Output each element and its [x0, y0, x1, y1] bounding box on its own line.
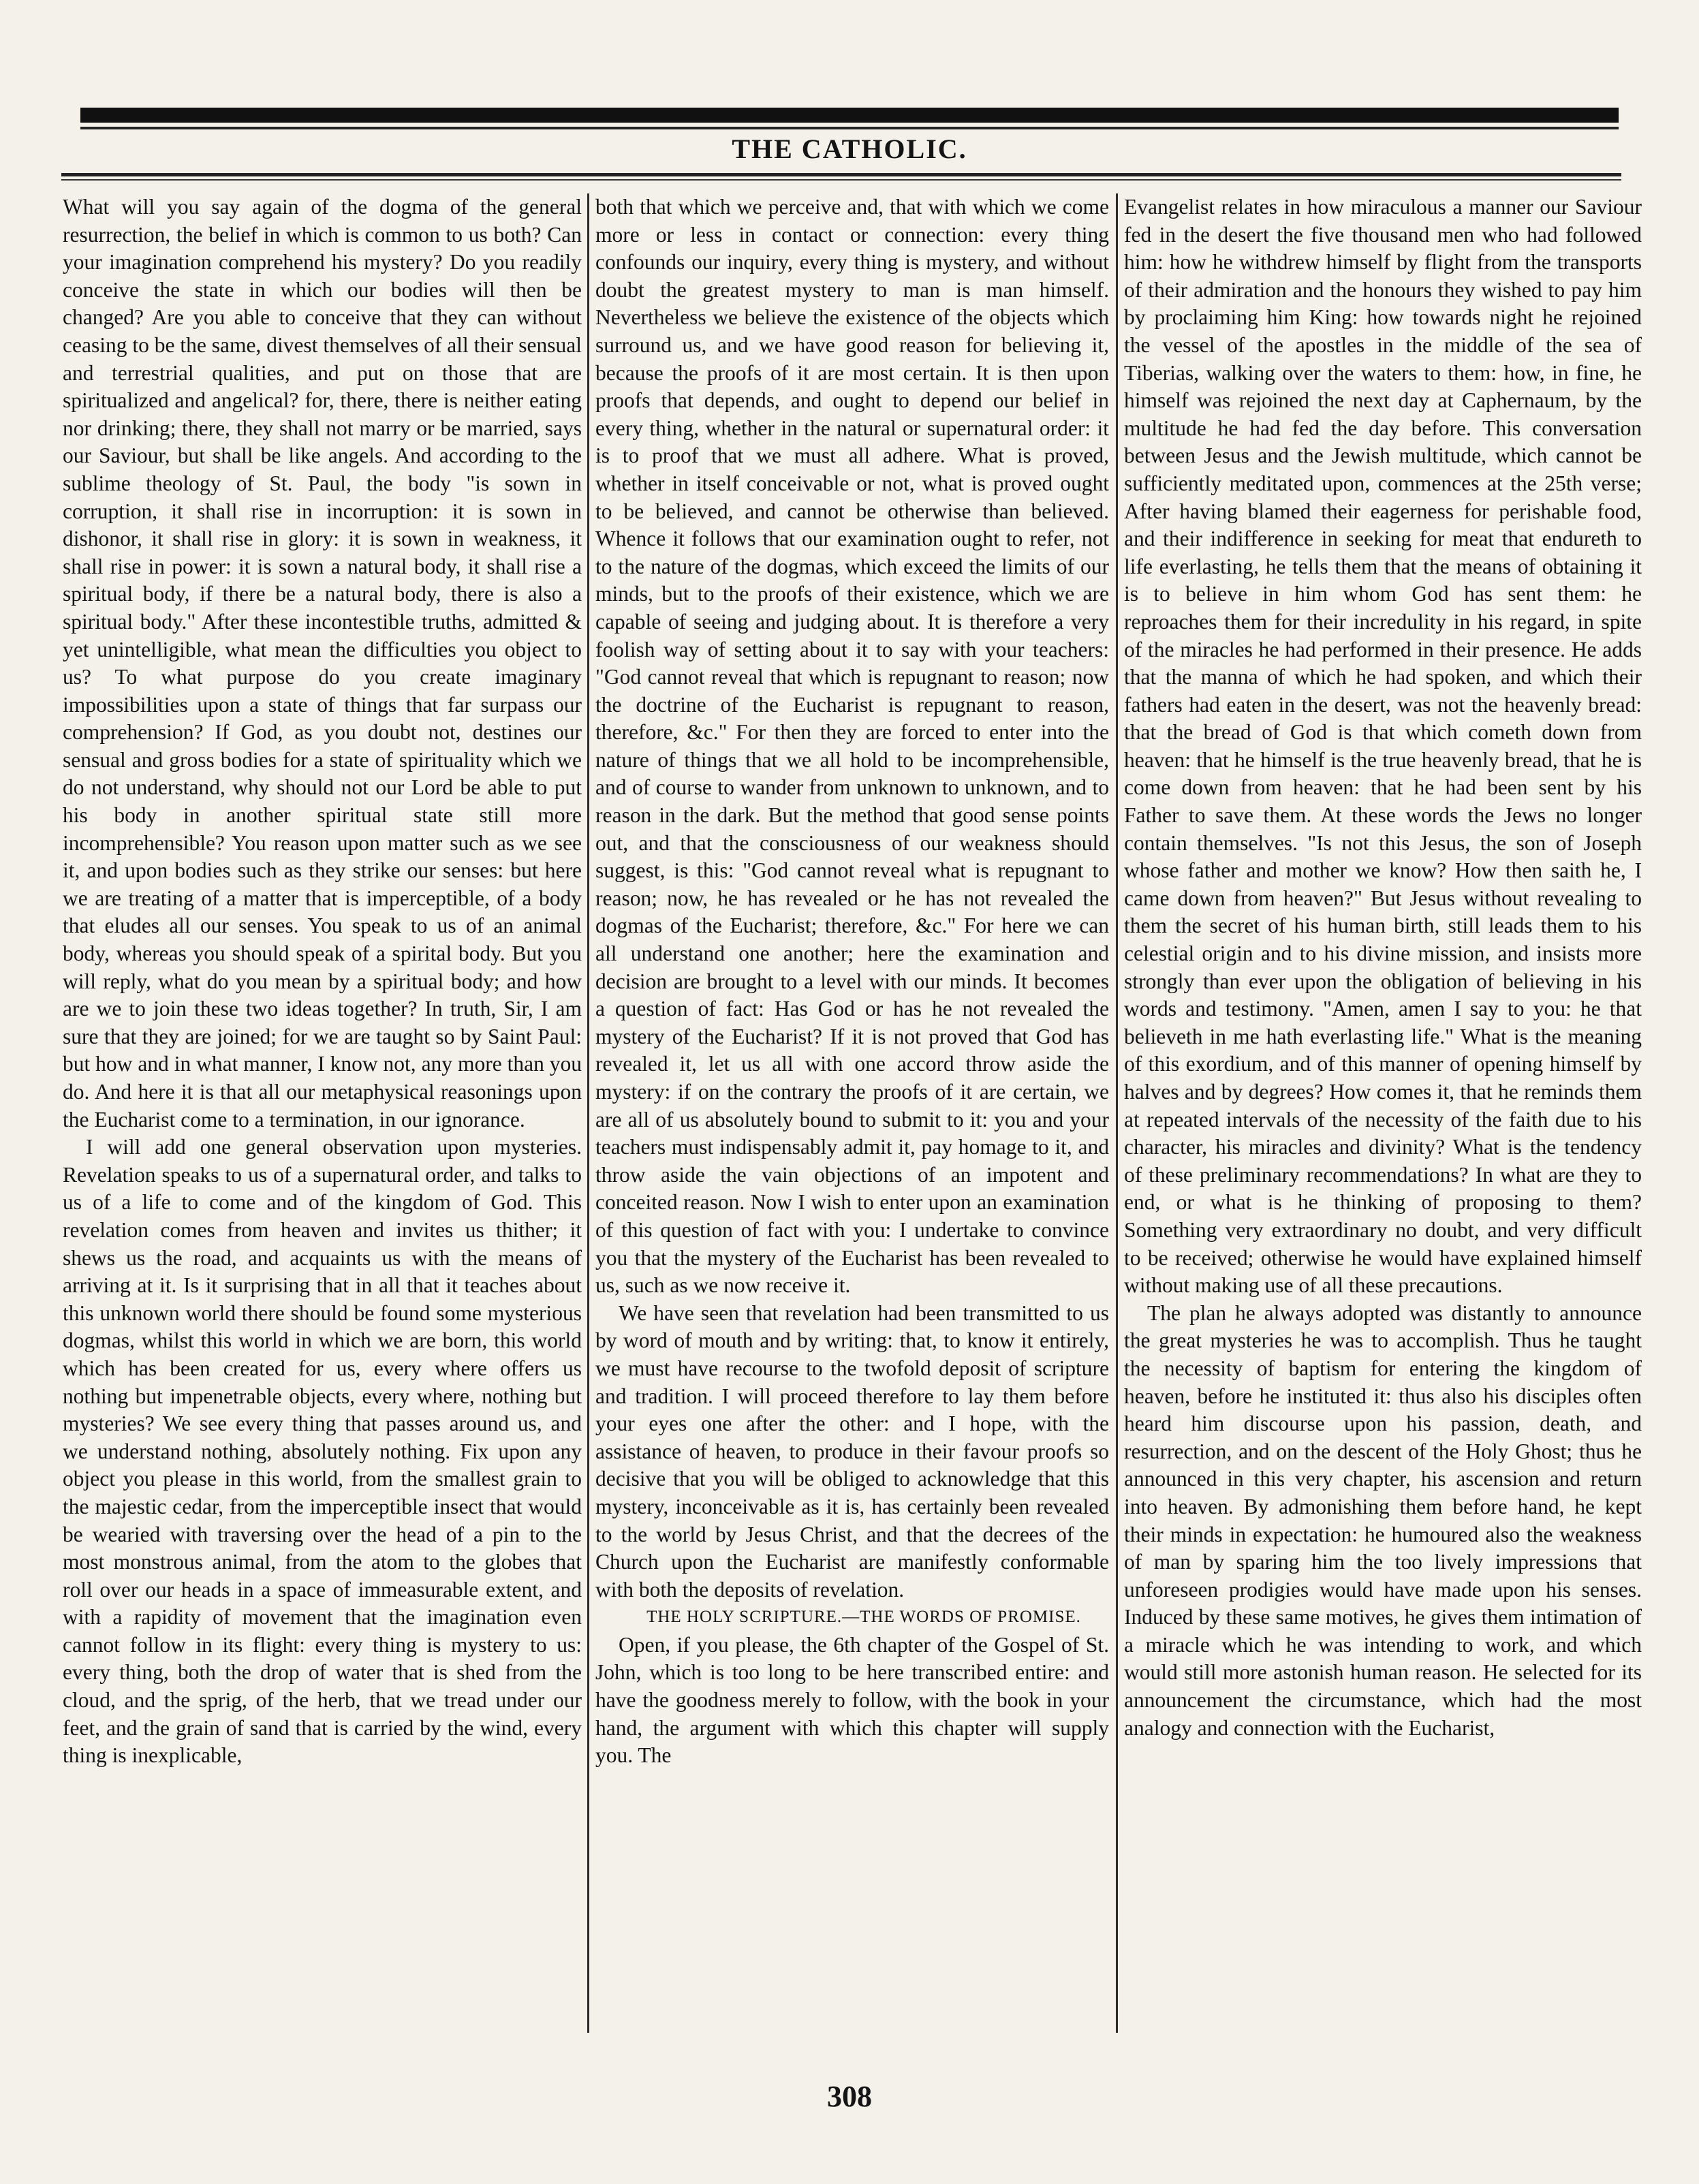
column-2	[595, 193, 1109, 2033]
header-rule	[61, 173, 1621, 176]
page-number: 308	[827, 2080, 872, 2113]
column-3	[1124, 193, 1642, 2033]
column-rule	[587, 193, 589, 2033]
column-rule	[1116, 193, 1118, 2033]
paragraph: both that which we perceive and, that with which we come more or less in contact or connection: every thing confounds our inquiry, every thing is mystery, and without doubt the greatest mystery to man is man himself. Nevertheless we believe the existence of the objects which surround us, and we have good reason for believing it, because the proofs of it are most certain. It is then upon proofs that depends, and ought to depend our belief in every thing, whether in the natural or supernatural order: it is to proof that we must all adhere. What is proved, whether in itself conceivable or not, what is proved ought to be believed, and cannot be otherwise than believed. Whence it follows that our examination ought to refer, not to the nature of the dogmas, which exceed the limits of our minds, but to the proofs of their existence, which we are capable of seeing and judging about. It is therefore a very foolish way of setting about it to say with your teachers: "God cannot reveal that which is repugnant to reason; now the doctrine of the Eucharist is repugnant to reason, therefore, &c." For then they are forced to enter into the nature of things that we all hold to be incomprehensible, and of course to wander from unknown to unknown, and to reason in the dark. But the method that good sense points out, and that the consciousness of our weakness should suggest, is this: "God cannot reveal what is repugnant to reason; now, he has revealed or he has not revealed the dogmas of the Eucharist; therefore, &c." For here we can all understand one another; here the examination and decision are brought to a level with our minds. It becomes a question of fact: Has God or has he not revealed the mystery of the Eucharist? If it is not proved that God has revealed it, let us all with one accord throw aside the mystery: if on the contrary the proofs of it are certain, we are all of us absolutely bound to submit to it: you and your teachers must indispensably admit it, pay homage to it, and throw aside the vain objections of an impotent and conceited reason. Now I wish to enter upon an examination of this question of fact with you: I undertake to convince you that the mystery of the Eucharist has been revealed to us, such as we now receive it.	[595, 195, 1109, 1298]
paragraph: What will you say again of the dogma of the general resurrection, the belief in which is common to us both? Can your imagination comprehend his mystery? Do you readily conceive the state in which our bodies will then be changed? Are you able to conceive that they can without ceasing to be the same, divest themselves of all their sensual and terrestrial qualities, and put on those that are spiritualized and angelical? for, there, there is neither eating nor drinking; there, they shall not marry or be married, says our Saviour, but shall be like angels. And according to the sublime theology of St. Paul, the body "is sown in corruption, it shall rise in incorruption: it is sown in dishonor, it shall rise in glory: it is sown in weakness, it shall rise in power: it is sown a natural body, it shall rise a spiritual body, if there be a natural body, there is also a spiritual body." After these incontestible truths, admitted & yet unintelligible, what mean the difficulties you object to us? To what purpose do you create imaginary impossibilities upon a state of things that far surpass our comprehension? If God, as you doubt not, destines our sensual and gross bodies for a state of spirituality which we do not understand, why should not our Lord be able to put his body in another spiritual state still more incomprehensible? You reason upon matter such as we see it, and upon bodies such as they strike our senses: but here we are treating of a matter that is imperceptible, of a body that eludes all our senses. You speak to us of an animal body, whereas you should speak of a spirital body. But you will reply, what do you mean by a spiritual body; and how are we to join these two ideas together? In truth, Sir, I am sure that they are joined; for we are taught so by Saint Paul: but how and in what manner, I know not, any more than you do. And here it is that all our metaphysical reasonings upon the Eucharist come to a termination, in our ignorance.	[63, 195, 582, 1132]
header-rule-thin	[61, 179, 1621, 181]
paragraph: We have seen that revelation had been transmitted to us by word of mouth and by writing: that, to know it entirely, we must have recourse to the twofold deposit of scripture and tradition. I will proceed therefore to lay them before your eyes one after the other: and I hope, with the assistance of heaven, to produce in their favour proofs so decisive that you will be obliged to acknowledge that this mystery, inconceivable as it is, has certainly been revealed to the world by Jesus Christ, and that the decrees of the Church upon the Eucharist are manifestly conformable with both the deposits of revelation.	[595, 1300, 1109, 1602]
paragraph: Evangelist relates in how miraculous a manner our Saviour fed in the desert the five thousand men who had followed him: how he withdrew himself by flight from the transports of their admiration and the honours they wished to pay him by proclaiming him King: how towards night he rejoined the vessel of the apostles in the middle of the sea of Tiberias, walking over the waters to them: how, in fine, he himself was rejoined the next day at Caphernaum, by the multitude he had fed the day before. This conversation between Jesus and the Jewish multitude, which cannot be sufficiently meditated upon, commences at the 25th verse; After having blamed their eagerness for perishable food, and their indifference in seeking for meat that endureth to life everlasting, he tells them that the means of obtaining it is to believe in him whom God has sent them: he reproaches them for their incredulity in his regard, in spite of the miracles he had performed in their presence. He adds that the manna of which he had spoken, and which their fathers had eaten in the desert, was not the heavenly bread: that the bread of God is that which cometh down from heaven: that he himself is the true heavenly bread, that he is come down from heaven: that he had been sent by his Father to save them. At these words the Jews no longer contain themselves. "Is not this Jesus, the son of Joseph whose father and mother we know? How then saith he, I came down from heaven?" But Jesus without revealing to them the secret of his human birth, still leads them to his celestial origin and to his divine mission, and insists more strongly than ever upon the obligation of believing in his words and testimony. "Amen, amen I say to you: he that believeth in me hath everlasting life." What is the meaning of this exordium, and of this manner of opening himself by halves and by degrees? How comes it, that he reminds them at repeated intervals of the necessity of the faith due to his character, his miracles and divinity? What is the tendency of these preliminary recommendations? In what are they to end, or what is he thinking of proposing to them? Something very extraordinary no doubt, and very difficult to be received; otherwise he would have explained himself without making use of all these precautions.	[1124, 195, 1642, 1298]
top-heavy-rule	[80, 108, 1619, 123]
column-1	[63, 193, 582, 2033]
top-thin-rule	[80, 127, 1619, 129]
paragraph: The plan he always adopted was distantly to announce the great mysteries he was to accomplish. Thus he taught the necessity of baptism for entering the kingdom of heaven, before he instituted it: thus also his disciples often heard him discourse upon his passion, death, and resurrection, and on the descent of the Holy Ghost; thus he announced in this very chapter, his ascension and return into heaven. By admonishing them before hand, he kept their minds in expectation: he humoured also the weakness of man by sparing him the too lively impressions that unforeseen prodigies would have made upon his senses. Induced by these same motives, he gives them intimation of a miracle which he was intending to work, and which would still more astonish human reason. He selected for its announcement the circumstance, which had the most analogy and connection with the Eucharist,	[1124, 1300, 1642, 1740]
section-subheading: THE HOLY SCRIPTURE.—THE WORDS OF PROMISE.	[646, 1608, 1081, 1627]
paragraph: I will add one general observation upon mysteries. Revelation speaks to us of a supernatural order, and talks to us of a life to come and of the kingdom of God. This revelation comes from heaven and invites us thither; it shews us the road, and acquaints us with the means of arriving at it. Is it surprising that in all that it teaches about this unknown world there should be found some mysterious dogmas, whilst this world in which we are born, this world which has been created for us, every where offers us nothing but impenetrable objects, every where, nothing but mysteries? We see every thing that passes around us, and we understand nothing, absolutely nothing. Fix upon any object you please in this world, from the smallest grain to the majestic cedar, from the imperceptible insect that would be wearied with traversing over the head of a pin to the most monstrous animal, from the atom to the globes that roll over our heads in a space of immeasurable extent, and with a rapidity of movement that the imagination even cannot follow in its flight: every thing is mystery to us: every thing, both the drop of water that is shed from the cloud, and the sprig, of the herb, that we tread under our feet, and the grain of sand that is carried by the wind, every thing is inexplicable,	[63, 1135, 582, 1768]
paragraph: Open, if you please, the 6th chapter of the Gospel of St. John, which is too long to be here transcribed entire: and have the goodness merely to follow, with the book in your hand, the argument with which this chapter will supply you. The	[595, 1632, 1109, 1768]
running-head: THE CATHOLIC.	[732, 134, 967, 164]
